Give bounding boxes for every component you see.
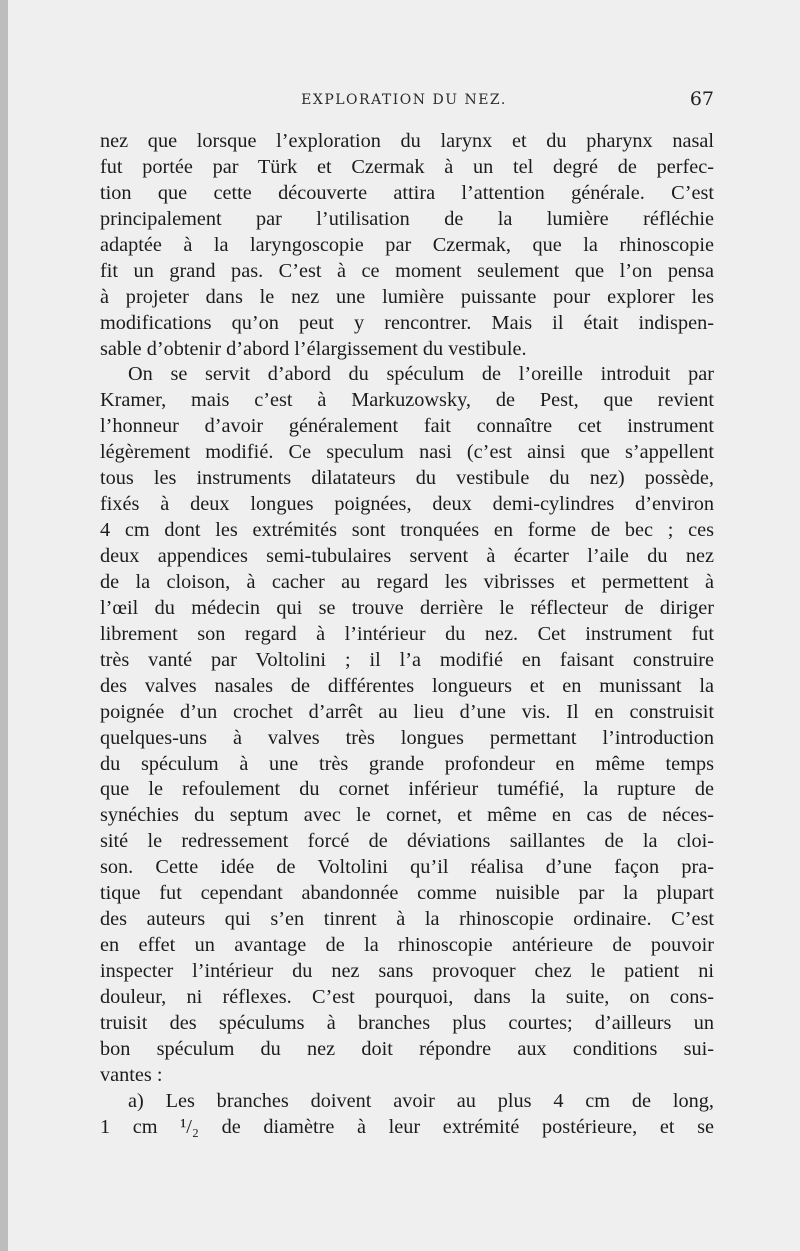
text-line: quelques-uns à valves très longues permettant l’introduction [100, 726, 714, 749]
text-line: des valves nasales de différentes longueurs et en munissant la [100, 674, 714, 697]
text-line: 4 cm dont les extrémités sont tronquées en forme de bec ; ces [100, 519, 714, 542]
text-line: tique fut cependant abandonnée comme nuisible par la plupart [100, 882, 714, 905]
text-line: synéchies du septum avec le cornet, et même en cas de néces- [100, 804, 714, 827]
text-line: son. Cette idée de Voltolini qu’il réalisa d’une façon pra- [100, 856, 714, 879]
text-line: fut portée par Türk et Czermak à un tel degré de perfec- [100, 155, 714, 178]
text-line: principalement par l’utilisation de la lumière réfléchie [100, 207, 714, 230]
text-line: des auteurs qui s’en tinrent à la rhinoscopie ordinaire. C’est [100, 908, 714, 931]
text-line: Kramer, mais c’est à Markuzowsky, de Pest, que revient [100, 389, 714, 412]
text-line: sité le redressement forcé de déviations saillantes de la cloi- [100, 830, 714, 853]
running-title: EXPLORATION DU NEZ. [301, 92, 507, 108]
text-line: fixés à deux longues poignées, deux demi-cylindres d’environ [100, 493, 714, 516]
text-line: tion que cette découverte attira l’attention générale. C’est [100, 181, 714, 204]
text-line: que le refoulement du cornet inférieur tuméfié, la rupture de [100, 778, 714, 801]
text-line: l’œil du médecin qui se trouve derrière le réflecteur de diriger [100, 596, 714, 619]
text-line: librement son regard à l’intérieur du nez. Cet instrument fut [100, 622, 714, 645]
page-number: 67 [689, 88, 714, 110]
text-line: douleur, ni réflexes. C’est pourquoi, dans la suite, on cons- [100, 985, 714, 1008]
text-line: bon spéculum du nez doit répondre aux conditions sui- [100, 1037, 714, 1060]
text-line: légèrement modifié. Ce speculum nasi (c’est ainsi que s’appellent [100, 441, 714, 464]
text-line: nez que lorsque l’exploration du larynx et du pharynx nasal [100, 130, 714, 152]
text-line: truisit des spéculums à branches plus courtes; d’ailleurs un [100, 1011, 714, 1034]
text-line: 1 cm ¹/₂ de diamètre à leur extrémité postérieure, et se [100, 1115, 714, 1138]
text-line: de la cloison, à cacher au regard les vibrisses et permettent à [100, 570, 714, 593]
text-line: très vanté par Voltolini ; il l’a modifié en faisant construire [100, 648, 714, 671]
body-text [100, 129, 714, 1141]
text-line: modifications qu’on peut y rencontrer. Mais il était indispen- [100, 311, 714, 334]
text-line: inspecter l’intérieur du nez sans provoquer chez le patient ni [100, 960, 714, 982]
text-line: poignée d’un crochet d’arrêt au lieu d’une vis. Il en construisit [100, 700, 714, 723]
text-line: a) Les branches doivent avoir au plus 4 cm de long, [128, 1089, 714, 1112]
text-line: deux appendices semi-tubulaires servent à écarter l’aile du nez [100, 545, 714, 567]
text-line: On se servit d’abord du spéculum de l’oreille introduit par [128, 363, 714, 386]
text-line: vantes : [100, 1063, 163, 1086]
text-line: l’honneur d’avoir généralement fait connaître cet instrument [100, 415, 714, 438]
text-line: à projeter dans le nez une lumière puissante pour explorer les [100, 285, 714, 308]
text-line: tous les instruments dilatateurs du vestibule du nez) possède, [100, 467, 714, 490]
text-line: en effet un avantage de la rhinoscopie antérieure de pouvoir [100, 934, 714, 957]
running-head [8, 88, 800, 112]
text-line: sable d’obtenir d’abord l’élargissement du vestibule. [100, 337, 527, 360]
text-line: adaptée à la laryngoscopie par Czermak, que la rhinoscopie [100, 233, 714, 256]
text-line: du spéculum à une très grande profondeur en même temps [100, 752, 714, 775]
book-page [8, 0, 800, 1251]
text-line: fit un grand pas. C’est à ce moment seulement que l’on pensa [100, 259, 714, 282]
